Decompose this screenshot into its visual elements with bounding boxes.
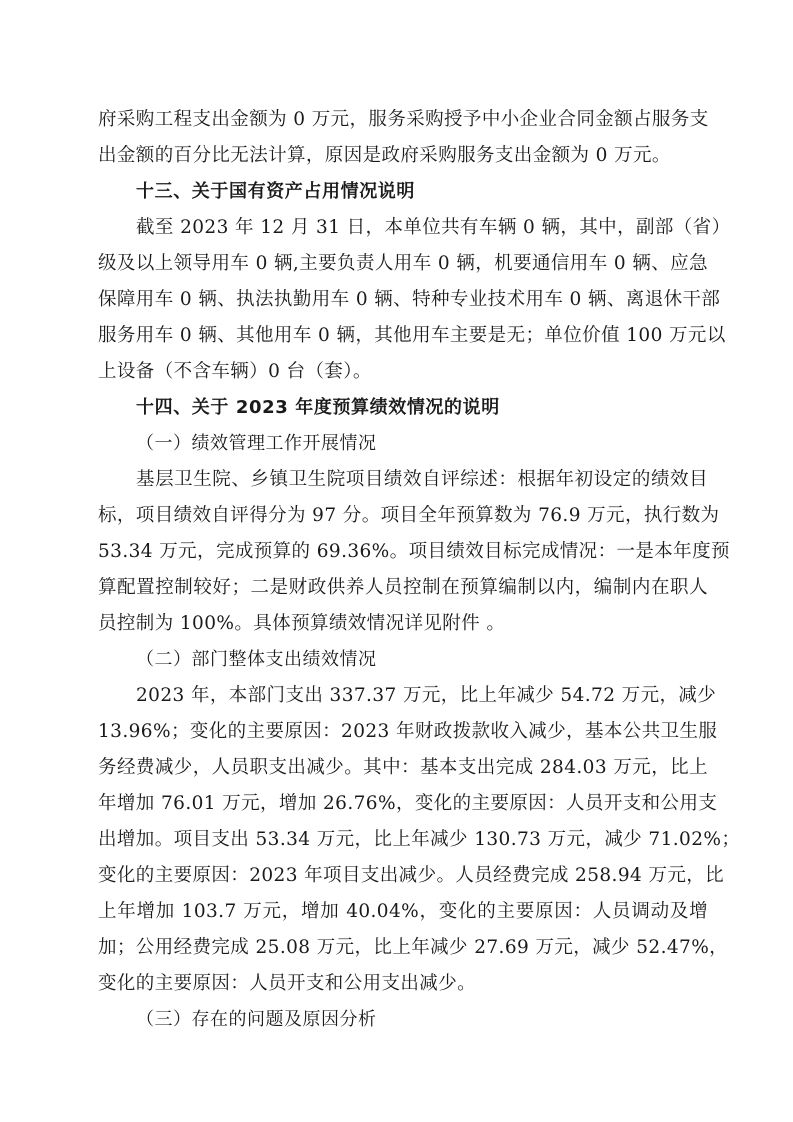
paragraph-line: 员控制为 100%。具体预算绩效情况详见附件 。 xyxy=(98,613,506,634)
paragraph-line: 级及以上领导用车 0 辆,主要负责人用车 0 辆，机要通信用车 0 辆、应急 xyxy=(98,253,708,274)
paragraph-line: 府采购工程支出金额为 0 万元，服务采购授予中小企业合同金额占服务支 xyxy=(98,109,709,130)
paragraph-line: 年增加 76.01 万元，增加 26.76%，变化的主要原因：人员开支和公用支 xyxy=(98,793,718,814)
paragraph-line: 53.34 万元，完成预算的 69.36%。项目绩效目标完成情况：一是本年度预 xyxy=(98,541,730,562)
paragraph-line: 标，项目绩效自评得分为 97 分。项目全年预算数为 76.9 万元，执行数为 xyxy=(98,505,720,526)
paragraph-line: 保障用车 0 辆、执法执勤用车 0 辆、特种专业技术用车 0 辆、离退休干部 xyxy=(98,289,721,310)
section-heading-14: 十四、关于 2023 年度预算绩效情况的说明 xyxy=(136,397,500,418)
paragraph-line: 变化的主要原因：人员开支和公用支出减少。 xyxy=(98,973,477,994)
paragraph-line: 13.96%；变化的主要原因：2023 年财政拨款收入减少，基本公共卫生服 xyxy=(98,721,718,742)
paragraph-line: 服务用车 0 辆、其他用车 0 辆，其他用车主要是无；单位价值 100 万元以 xyxy=(98,325,726,346)
paragraph-line: 2023 年，本部门支出 337.37 万元，比上年减少 54.72 万元，减少 xyxy=(136,685,717,706)
subsection-heading-3: （三）存在的问题及原因分析 xyxy=(136,1009,377,1030)
paragraph-line: 出增加。项目支出 53.34 万元，比上年减少 130.73 万元，减少 71.02%； xyxy=(98,829,741,850)
paragraph-line: 截至 2023 年 12 月 31 日，本单位共有车辆 0 辆，其中，副部（省） xyxy=(136,217,731,238)
paragraph-line: 上设备（不含车辆）0 台（套）。 xyxy=(98,361,372,382)
paragraph-line: 变化的主要原因：2023 年项目支出减少。人员经费完成 258.94 万元，比 xyxy=(98,865,725,886)
section-heading-13: 十三、关于国有资产占用情况说明 xyxy=(136,181,415,202)
subsection-heading-1: （一）绩效管理工作开展情况 xyxy=(136,433,377,454)
paragraph-line: 务经费减少，人员职支出减少。其中：基本支出完成 284.03 万元，比上 xyxy=(98,757,708,778)
subsection-heading-2: （二）部门整体支出绩效情况 xyxy=(136,649,377,670)
paragraph-line: 算配置控制较好；二是财政供养人员控制在预算编制以内，编制内在职人 xyxy=(98,577,708,598)
paragraph-line: 基层卫生院、乡镇卫生院项目绩效自评综述：根据年初设定的绩效目 xyxy=(136,469,708,490)
paragraph-line: 出金额的百分比无法计算，原因是政府采购服务支出金额为 0 万元。 xyxy=(98,145,671,166)
paragraph-line: 上年增加 103.7 万元，增加 40.04%，变化的主要原因：人员调动及增 xyxy=(98,901,708,922)
paragraph-line: 加；公用经费完成 25.08 万元，比上年减少 27.69 万元，减少 52.47%， xyxy=(98,937,729,958)
